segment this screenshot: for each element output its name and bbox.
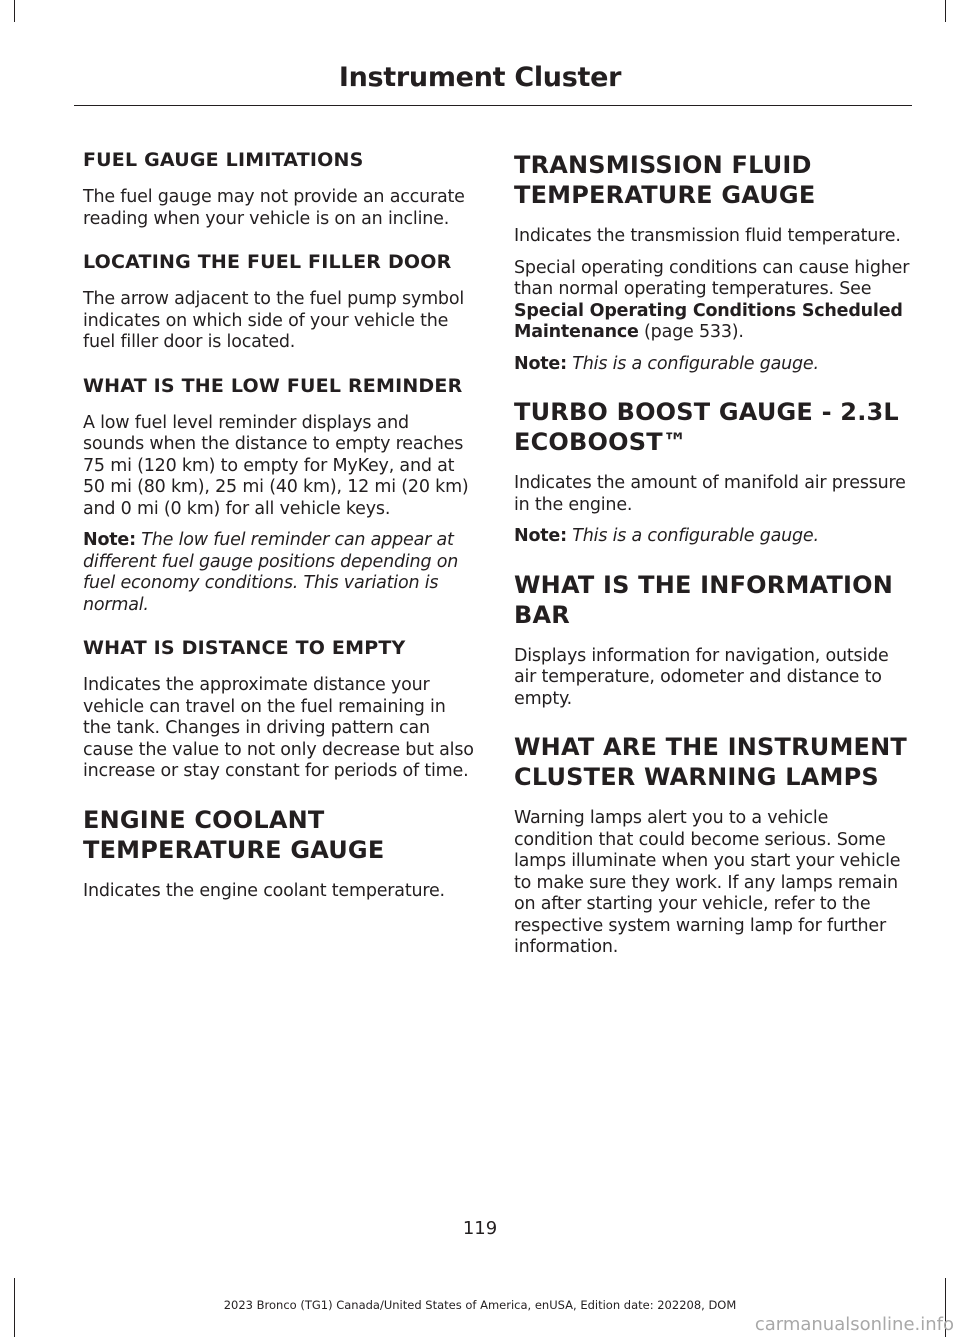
watermark: carmanualsonline.info: [754, 1314, 954, 1335]
heading-line: WHAT ARE THE INSTRUMENT: [514, 733, 907, 761]
page-title: Instrument Cluster: [338, 62, 622, 93]
heading-line: TRANSMISSION FLUID: [514, 151, 812, 179]
low-fuel-note: [83, 530, 475, 616]
fuel-filler-door-heading: LOCATING THE FUEL FILLER DOOR: [83, 251, 452, 273]
transmission-fluid-text: Indicates the transmission fluid temperature.: [514, 226, 901, 246]
note-text: This is a configurable gauge.: [572, 353, 819, 374]
warning-lamps-heading: [514, 732, 910, 792]
left-column: [83, 150, 475, 912]
heading-line: ECOBOOST™: [514, 428, 687, 456]
engine-coolant-text: Indicates the engine coolant temperature.: [83, 880, 445, 901]
heading-line: CLUSTER WARNING LAMPS: [514, 763, 879, 791]
heading-line: BAR: [514, 600, 570, 629]
engine-coolant-heading: [83, 805, 475, 865]
note-text: This is a configurable gauge.: [572, 526, 819, 546]
heading-line: WHAT IS THE INFORMATION: [514, 570, 894, 599]
note-label: Note:: [514, 353, 567, 374]
information-bar-heading: [514, 570, 910, 630]
cross-reference-link[interactable]: Special Operating Conditions Scheduled Maintenance: [514, 300, 903, 342]
warning-lamps-text: Warning lamps alert you to a vehicle condition that could become serious. Some lamps illuminate when you start your vehicle to make sure they work. If any lamps remain on after starting your vehicle, refer to the respective system warning lamp for further information.: [514, 808, 901, 957]
turbo-boost-heading: [514, 397, 910, 457]
note-label: Note:: [514, 526, 567, 546]
header-divider: [74, 105, 912, 106]
heading-line: TEMPERATURE GAUGE: [514, 181, 816, 209]
transmission-fluid-heading: [514, 150, 910, 210]
note-text: The low fuel reminder can appear at different fuel gauge positions depending on fuel economy conditions. This variation is normal.: [83, 530, 459, 615]
distance-to-empty-heading: WHAT IS DISTANCE TO EMPTY: [83, 637, 406, 659]
information-bar-text: Displays information for navigation, outside air temperature, odometer and distance to empty.: [514, 645, 889, 709]
fuel-gauge-limitations-text: The fuel gauge may not provide an accurate reading when your vehicle is on an incline.: [83, 187, 465, 229]
special-conditions-text: [514, 258, 910, 344]
distance-to-empty-text: Indicates the approximate distance your vehicle can travel on the fuel remaining in the tank. Changes in driving pattern can cause the value to not only decrease but also increase or stay constant for periods of time.: [83, 675, 474, 781]
heading-line: ENGINE COOLANT: [83, 805, 325, 834]
text-run: Special operating conditions can cause higher than normal operating temperatures. See: [514, 257, 910, 299]
transmission-note: [514, 354, 910, 376]
fuel-gauge-limitations-heading: FUEL GAUGE LIMITATIONS: [83, 149, 364, 171]
right-column: [514, 150, 910, 969]
fuel-filler-door-text: The arrow adjacent to the fuel pump symbol indicates on which side of your vehicle the fuel filler door is located.: [83, 289, 465, 352]
page-number: 119: [462, 1218, 498, 1239]
edition-footer: 2023 Bronco (TG1) Canada/United States of America, enUSA, Edition date: 202208, DOM: [223, 1298, 737, 1312]
low-fuel-reminder-text: A low fuel level reminder displays and sounds when the distance to empty reaches 75 mi (120 km) to empty for MyKey, and at 50 mi (80 km), 25 mi (40 km), 12 mi (20 km) and 0 mi (0 km) for all vehicle keys.: [83, 412, 469, 519]
note-label: Note:: [83, 530, 136, 550]
crop-mark: [14, 0, 15, 22]
heading-line: TURBO BOOST GAUGE - 2.3L: [514, 398, 899, 426]
low-fuel-reminder-heading: WHAT IS THE LOW FUEL REMINDER: [83, 374, 463, 397]
turbo-boost-text: Indicates the amount of manifold air pressure in the engine.: [514, 473, 906, 515]
heading-line: TEMPERATURE GAUGE: [83, 835, 385, 864]
text-run: (page 533).: [638, 322, 744, 342]
turbo-boost-note: [514, 526, 910, 548]
crop-mark: [945, 0, 946, 22]
